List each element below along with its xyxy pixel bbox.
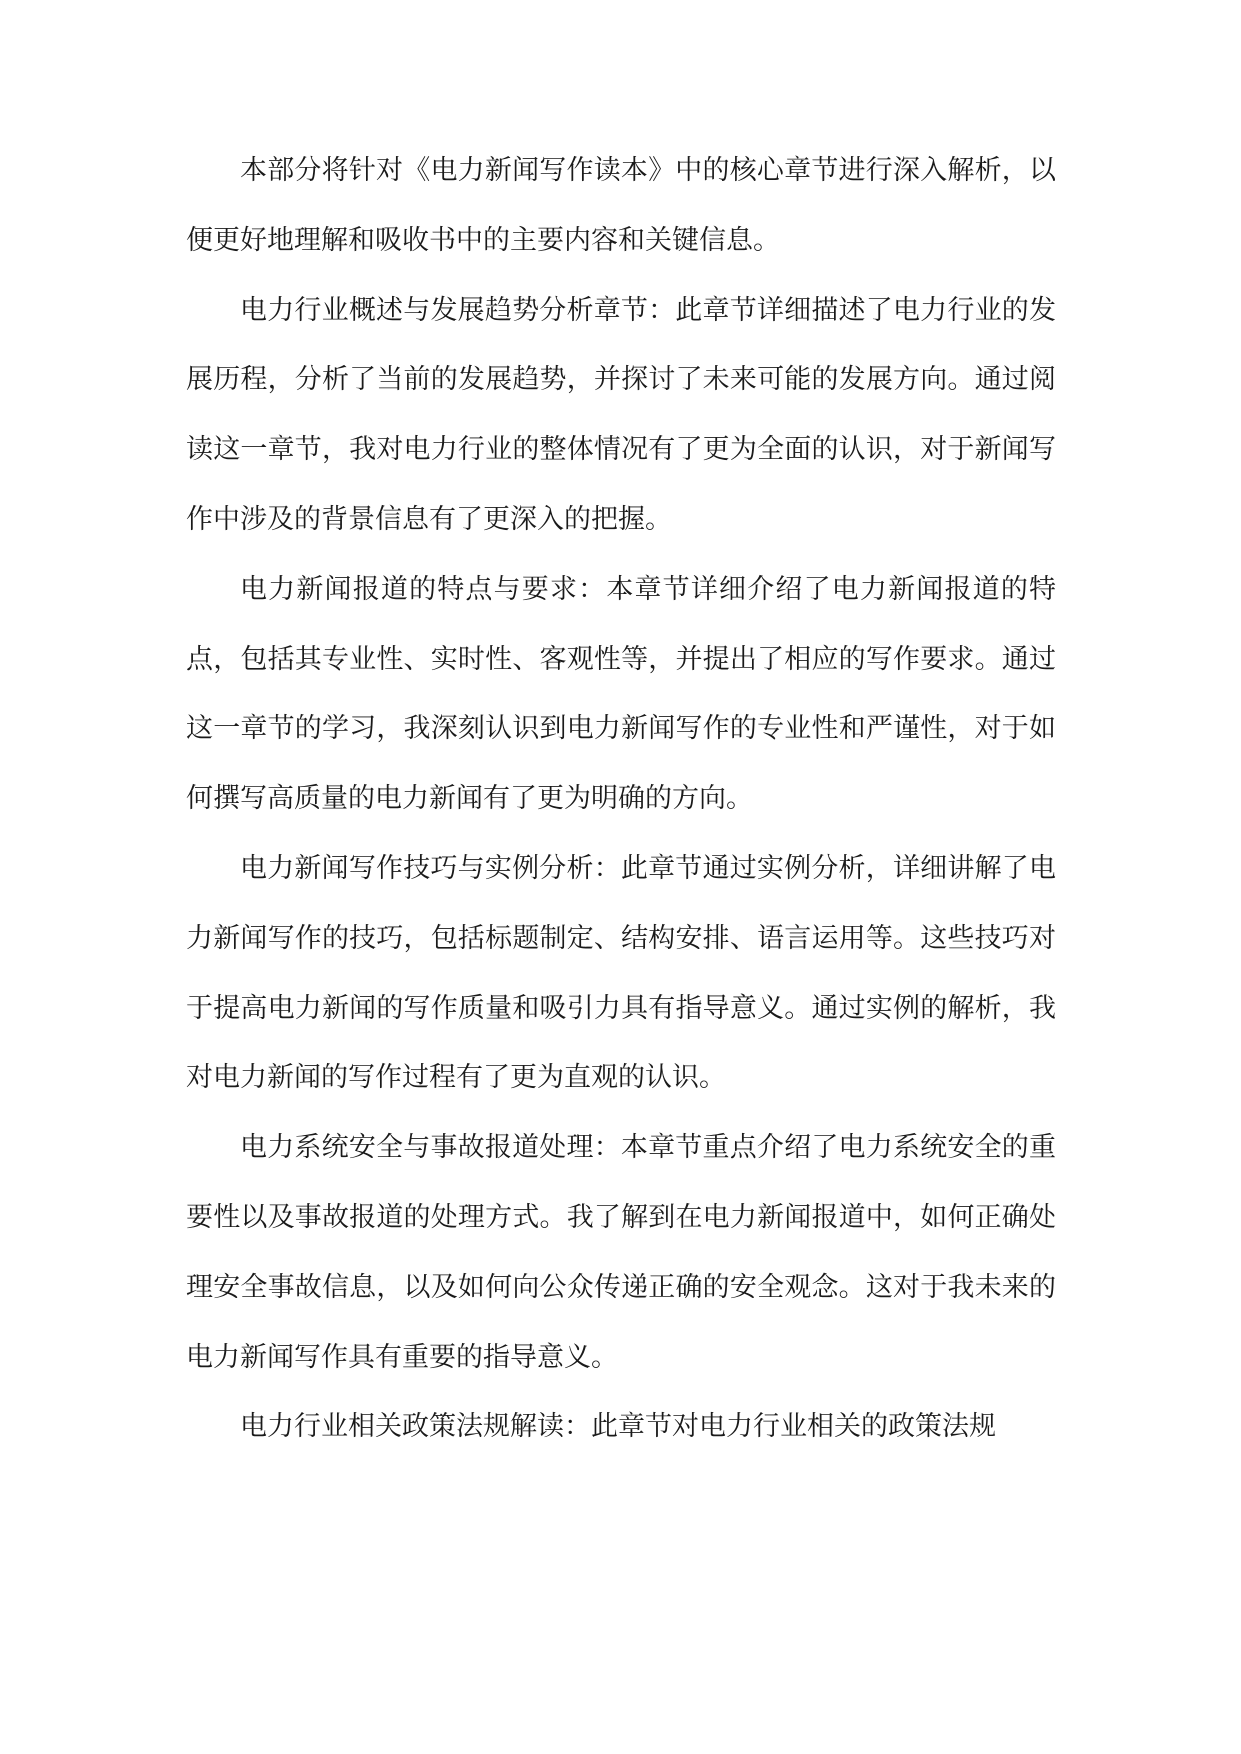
paragraph-intro: 本部分将针对《电力新闻写作读本》中的核心章节进行深入解析，以便更好地理解和吸收书中的主要内容和关键信息。 [186,155,1056,256]
paragraph-industry-overview: 电力行业概述与发展趋势分析章节：此章节详细描述了电力行业的发展历程，分析了当前的发展趋势，并探讨了未来可能的发展方向。通过阅读这一章节，我对电力行业的整体情况有了更为全面的认识，对于新闻写作中涉及的背景信息有了更深入的把握。 [186,294,1056,535]
paragraph-reporting-features: 电力新闻报道的特点与要求：本章节详细介绍了电力新闻报道的特点，包括其专业性、实时性、客观性等，并提出了相应的写作要求。通过这一章节的学习，我深刻认识到电力新闻写作的专业性和严谨性，对于如何撰写高质量的电力新闻有了更为明确的方向。 [186,573,1056,815]
paragraph-safety-reporting: 电力系统安全与事故报道处理：本章节重点介绍了电力系统安全的重要性以及事故报道的处理方式。我了解到在电力新闻报道中，如何正确处理安全事故信息，以及如何向公众传递正确的安全观念。这对于我未来的电力新闻写作具有重要的指导意义。 [186,1132,1056,1373]
paragraph-policy-regulations: 电力行业相关政策法规解读：此章节对电力行业相关的政策法规 [240,1411,996,1443]
document-body [186,136,1056,1462]
paragraph-writing-techniques: 电力新闻写作技巧与实例分析：此章节通过实例分析，详细讲解了电力新闻写作的技巧，包括标题制定、结构安排、语言运用等。这些技巧对于提高电力新闻的写作质量和吸引力具有指导意义。通过实例的解析，我对电力新闻的写作过程有了更为直观的认识。 [186,852,1056,1094]
